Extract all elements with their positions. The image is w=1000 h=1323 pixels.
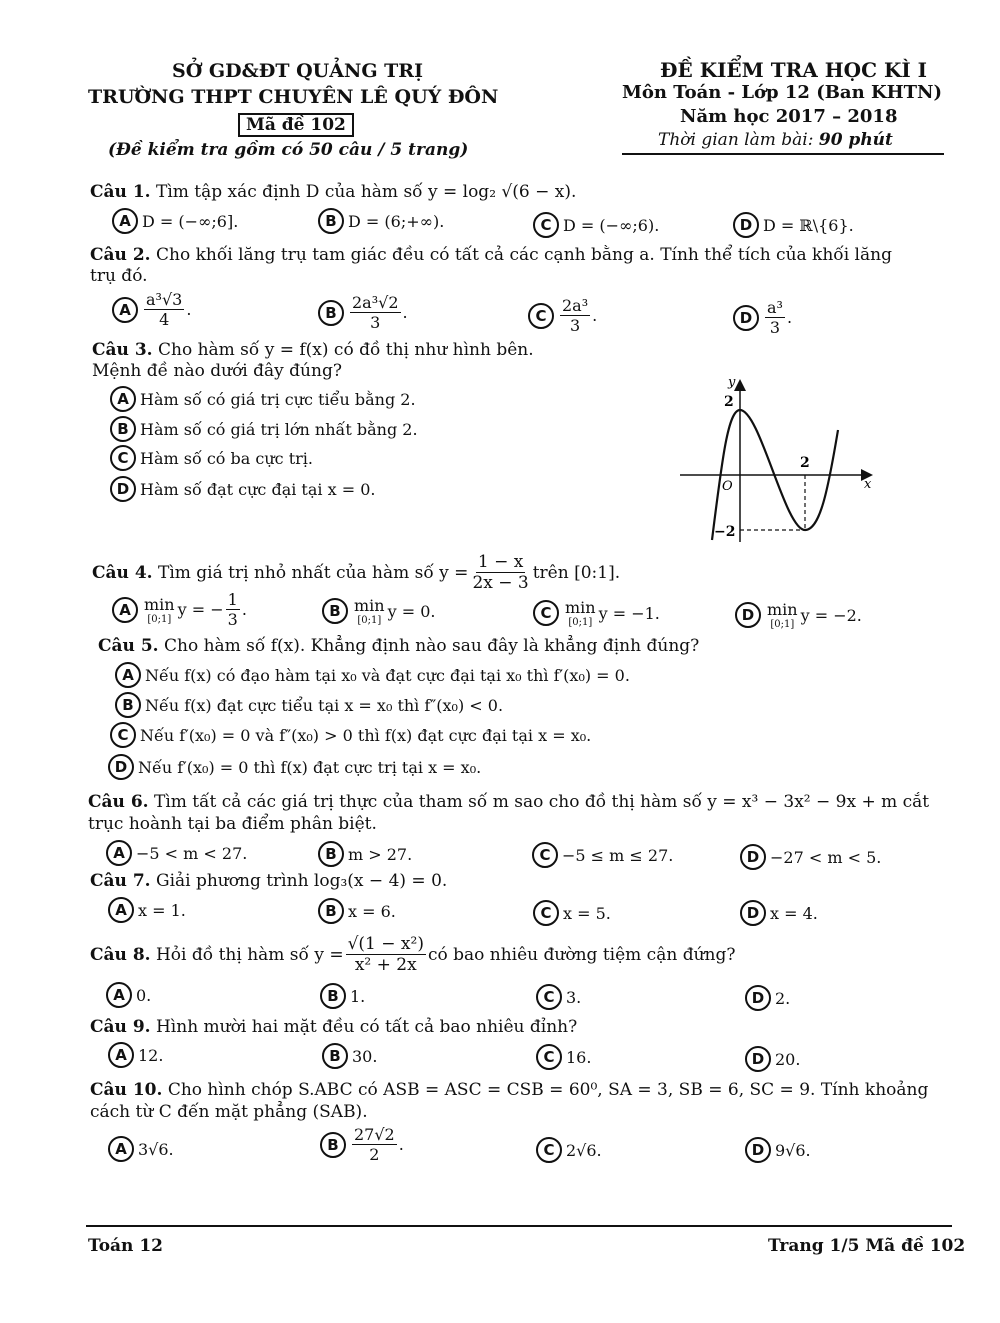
option-text: y = − <box>177 600 224 619</box>
numerator: 2a³√2 <box>352 293 399 312</box>
fraction <box>144 290 184 329</box>
q2-option-d[interactable]: D $\frac{\text{a³}}{3}$ . <box>733 298 792 337</box>
option-letter: D <box>745 1046 771 1072</box>
option-letter: D <box>740 844 766 870</box>
option-text: 2√6. <box>566 1140 602 1160</box>
origin-label: O <box>722 479 733 494</box>
option-text: 30. <box>352 1046 378 1066</box>
option-letter: A <box>112 597 138 623</box>
y-min-label: −2 <box>714 524 736 540</box>
option-text: 20. <box>775 1049 801 1069</box>
q1-option-d[interactable] <box>733 212 854 238</box>
option-letter: B <box>322 598 348 624</box>
q5-option-d[interactable] <box>108 754 481 780</box>
option-letter: D <box>735 602 761 628</box>
denominator: x² + 2x <box>354 955 417 975</box>
option-letter: A <box>106 840 132 866</box>
option-text: x = 4. <box>770 903 818 923</box>
school-name: TRƯỜNG THPT CHUYÊN LÊ QUÝ ĐÔN <box>88 86 499 108</box>
option-letter: B <box>115 692 141 718</box>
q5-option-c[interactable] <box>110 722 591 748</box>
fraction <box>470 552 530 593</box>
question-10-cont: cách từ C đến mặt phẳng (SAB). <box>90 1102 368 1122</box>
fraction <box>765 298 785 337</box>
question-number: Câu 5. <box>98 636 159 656</box>
question-text: Cho hàm số y = f(x) có đồ thị như hình bên. <box>157 340 534 360</box>
q3-option-d[interactable] <box>110 476 375 502</box>
option-letter: C <box>532 842 558 868</box>
school-year: Năm học 2017 – 2018 <box>680 106 898 127</box>
option-text: Nếu f′(x₀) = 0 và f″(x₀) > 0 thì f(x) đạt cực đại tại x = x₀. <box>140 725 592 745</box>
numerator: a³ <box>767 298 783 317</box>
question-text: Giải phương trình log₃(x − 4) = 0. <box>155 871 448 891</box>
q7-option-a[interactable] <box>108 897 186 923</box>
option-text: 12. <box>138 1045 164 1065</box>
option-text: x = 1. <box>138 900 186 920</box>
min-operator <box>144 595 175 625</box>
option-text: y = 0. <box>387 601 436 621</box>
numerator: 27√2 <box>354 1125 395 1144</box>
time-value: 90 phút <box>818 130 893 150</box>
min-operator <box>565 598 596 628</box>
x-axis-label: x <box>864 477 872 492</box>
question-6-cont: trục hoành tại ba điểm phân biệt. <box>88 814 377 834</box>
option-letter: A <box>115 662 141 688</box>
option-text: 2. <box>775 988 791 1008</box>
q8-option-a[interactable] <box>106 982 151 1008</box>
exam-code: Mã đề 102 <box>238 113 354 137</box>
option-letter: A <box>108 1042 134 1068</box>
option-letter: B <box>322 1043 348 1069</box>
exam-note: (Đề kiểm tra gồm có 50 câu / 5 trang) <box>108 140 469 160</box>
option-letter: D <box>740 900 766 926</box>
option-letter: D <box>733 305 759 331</box>
question-number: Câu 10. <box>90 1080 163 1100</box>
question-10 <box>90 1080 928 1100</box>
denominator: 2 <box>369 1145 380 1164</box>
q1-option-c[interactable] <box>533 212 659 238</box>
option-letter: C <box>533 212 559 238</box>
option-text: Nếu f(x) đạt cực tiểu tại x = x₀ thì f″(x₀) < 0. <box>145 695 504 715</box>
q6-option-b[interactable] <box>318 841 412 867</box>
q6-option-a[interactable] <box>106 840 247 866</box>
option-letter: D <box>108 754 134 780</box>
numerator: √(1 − x²) <box>347 934 424 954</box>
numerator: a³√3 <box>146 290 183 309</box>
option-letter: A <box>108 897 134 923</box>
time-label: Thời gian làm bài: <box>658 130 819 150</box>
question-3 <box>92 340 534 360</box>
option-text: Hàm số đạt cực đại tại x = 0. <box>140 479 376 499</box>
question-text: Tìm giá trị nhỏ nhất của hàm số y = <box>157 562 469 583</box>
exam-title: ĐỀ KIỂM TRA HỌC KÌ I <box>660 58 928 82</box>
q8-option-d[interactable] <box>745 985 790 1011</box>
option-text: −27 < m < 5. <box>770 847 882 867</box>
q6-option-d[interactable] <box>740 844 881 870</box>
option-letter: C <box>536 984 562 1010</box>
numerator: 2a³ <box>562 296 589 315</box>
q10-option-b[interactable]: B $\frac{27√2}{2}$ . <box>320 1125 404 1164</box>
question-text: Tìm tập xác định D của hàm số y = log₂ √(6 − x). <box>155 182 577 202</box>
fraction <box>346 934 426 975</box>
denominator: 2x − 3 <box>472 573 529 593</box>
question-text: Tìm tất cả các giá trị thực của tham số m sao cho đồ thị hàm số y = x³ − 3x² − 9x + m cắt <box>153 792 930 812</box>
option-text: y = −1. <box>598 603 660 623</box>
q4-option-b[interactable] <box>322 596 435 626</box>
q1-option-a[interactable] <box>112 208 238 234</box>
question-text: Hình mười hai mặt đều có tất cả bao nhiêu đỉnh? <box>155 1017 578 1037</box>
option-text: Hàm số có giá trị cực tiểu bằng 2. <box>140 389 416 409</box>
q4-option-d[interactable] <box>735 600 862 630</box>
q8-option-c[interactable] <box>536 984 581 1010</box>
option-text: −5 ≤ m ≤ 27. <box>562 845 674 865</box>
option-letter: B <box>318 898 344 924</box>
denominator: 3 <box>769 318 781 337</box>
option-letter: C <box>110 445 136 471</box>
question-number: Câu 7. <box>90 871 151 891</box>
option-letter: D <box>745 985 771 1011</box>
option-letter: C <box>536 1137 562 1163</box>
question-9 <box>90 1017 577 1037</box>
q8-option-b[interactable] <box>320 983 365 1009</box>
question-number: Câu 2. <box>90 245 151 265</box>
q1-option-b[interactable] <box>318 208 444 234</box>
q3-option-a[interactable] <box>110 386 416 412</box>
min-text: min <box>144 594 175 614</box>
question-3-cont: Mệnh đề nào dưới đây đúng? <box>92 361 342 381</box>
question-number: Câu 4. <box>92 562 153 583</box>
option-text: 1. <box>350 986 366 1006</box>
min-text: min <box>565 598 596 617</box>
q4-option-c[interactable] <box>533 598 660 628</box>
footer-subject: Toán 12 <box>88 1236 163 1256</box>
q3-option-c[interactable] <box>110 445 313 471</box>
q2-option-c[interactable]: C $\frac{\text{2a³}}{3}$ . <box>528 296 597 335</box>
option-letter: C <box>536 1044 562 1070</box>
option-text: Hàm số có ba cực trị. <box>140 448 313 468</box>
option-letter: C <box>110 722 136 748</box>
option-text: Nếu f′(x₀) = 0 thì f(x) đạt cực trị tại x = x₀. <box>138 757 482 777</box>
y-axis-label: y <box>728 375 736 390</box>
question-text-post: trên [0:1]. <box>532 562 621 583</box>
min-range: [0;1] <box>568 617 593 628</box>
option-letter: B <box>320 983 346 1009</box>
exam-subject: Môn Toán - Lớp 12 (Ban KHTN) <box>622 82 942 103</box>
option-letter: D <box>745 1137 771 1163</box>
option-text: 3. <box>566 987 582 1007</box>
option-text: D = (−∞;6). <box>563 215 660 235</box>
question-text: Cho khối lăng trụ tam giác đều có tất cả các cạnh bằng a. Tính thể tích của khối lăng <box>155 245 892 265</box>
option-letter: A <box>112 208 138 234</box>
numerator: 1 − x <box>477 552 524 572</box>
x-tick-label: 2 <box>800 455 810 471</box>
fraction <box>226 590 240 629</box>
function-graph <box>670 370 880 545</box>
min-text: min <box>354 596 385 615</box>
question-number: Câu 3. <box>92 340 153 360</box>
min-text: min <box>767 600 798 619</box>
q7-option-c[interactable] <box>533 900 611 926</box>
option-letter: A <box>108 1136 134 1162</box>
question-2 <box>90 245 892 265</box>
option-text: y = −2. <box>800 605 862 625</box>
option-letter: B <box>110 416 136 442</box>
option-text: Nếu f(x) có đạo hàm tại x₀ và đạt cực đại tại x₀ thì f′(x₀) = 0. <box>145 665 630 685</box>
q10-option-d[interactable] <box>745 1137 811 1163</box>
option-letter: C <box>533 600 559 626</box>
option-text: D = (6;+∞). <box>348 211 445 231</box>
q2-option-b[interactable]: B $\frac{\text{2a³√2}}{3}$ . <box>318 293 408 332</box>
min-range: [0;1] <box>357 615 382 626</box>
option-letter: C <box>533 900 559 926</box>
option-text: 9√6. <box>775 1140 811 1160</box>
q7-option-b[interactable] <box>318 898 396 924</box>
option-text: −5 < m < 27. <box>136 843 248 863</box>
question-1 <box>90 182 576 202</box>
question-text-post: có bao nhiêu đường tiệm cận đứng? <box>427 944 736 965</box>
q2-option-a[interactable]: A $\frac{\text{a³√3}}{4}$ . <box>112 290 191 329</box>
option-letter: B <box>318 208 344 234</box>
exam-time <box>658 130 893 150</box>
option-letter: B <box>318 841 344 867</box>
option-text: x = 5. <box>563 903 611 923</box>
option-letter: D <box>733 212 759 238</box>
footer-rule <box>86 1225 952 1227</box>
option-letter: B <box>320 1132 346 1158</box>
question-text: Hỏi đồ thị hàm số y = <box>155 944 344 965</box>
option-letter: A <box>110 386 136 412</box>
option-letter: A <box>112 297 138 323</box>
q3-option-b[interactable] <box>110 416 418 442</box>
question-number: Câu 9. <box>90 1017 151 1037</box>
numerator: 1 <box>227 590 238 609</box>
fraction <box>350 293 401 332</box>
q10-option-a[interactable] <box>108 1136 174 1162</box>
fraction <box>560 296 590 335</box>
question-2-cont: trụ đó. <box>90 266 148 286</box>
option-text: x = 6. <box>348 901 396 921</box>
footer-page: Trang 1/5 Mã đề 102 <box>768 1236 966 1256</box>
option-letter: D <box>110 476 136 502</box>
question-number: Câu 8. <box>90 944 151 965</box>
option-letter: C <box>528 303 554 329</box>
q6-option-c[interactable] <box>532 842 673 868</box>
option-text: 16. <box>566 1047 592 1067</box>
question-number: Câu 6. <box>88 792 149 812</box>
min-range: [0;1] <box>147 613 172 625</box>
denominator: 3 <box>370 313 381 332</box>
question-text: Cho hình chóp S.ABC có ASB = ASC = CSB = 60⁰, SA = 3, SB = 6, SC = 9. Tính khoảng <box>167 1080 929 1100</box>
option-text: Hàm số có giá trị lớn nhất bằng 2. <box>140 419 418 439</box>
y-max-label: 2 <box>724 394 734 410</box>
option-text: 0. <box>136 985 152 1005</box>
denominator: 3 <box>227 610 238 629</box>
q9-option-d[interactable] <box>745 1046 800 1072</box>
option-text: D = ℝ\{6}. <box>763 215 854 235</box>
header-rule <box>622 153 944 155</box>
question-8 <box>90 934 735 975</box>
denominator: 4 <box>159 310 170 329</box>
q5-option-b[interactable] <box>115 692 503 718</box>
question-text: Cho hàm số f(x). Khẳng định nào sau đây là khẳng định đúng? <box>163 636 700 656</box>
dept-name: SỞ GD&ĐT QUẢNG TRỊ <box>172 60 423 82</box>
q9-option-a[interactable] <box>108 1042 163 1068</box>
q4-option-a[interactable]: A min [0;1] y = − $\frac{1}{3}$ . <box>112 590 247 629</box>
question-7 <box>90 871 447 891</box>
question-6 <box>88 792 929 812</box>
option-letter: A <box>106 982 132 1008</box>
q5-option-a[interactable] <box>115 662 630 688</box>
min-range: [0;1] <box>770 619 795 630</box>
option-text: 3√6. <box>138 1139 174 1159</box>
q10-option-c[interactable] <box>536 1137 602 1163</box>
q7-option-d[interactable] <box>740 900 818 926</box>
option-text: m > 27. <box>348 844 413 864</box>
min-operator <box>354 596 385 626</box>
option-text: D = (−∞;6]. <box>142 211 239 231</box>
q9-option-b[interactable] <box>322 1043 377 1069</box>
q9-option-c[interactable] <box>536 1044 591 1070</box>
option-letter: B <box>318 300 344 326</box>
question-4 <box>92 552 620 593</box>
denominator: 3 <box>569 316 581 335</box>
question-5 <box>98 636 699 656</box>
fraction <box>352 1125 397 1164</box>
min-operator <box>767 600 798 630</box>
question-number: Câu 1. <box>90 182 151 202</box>
